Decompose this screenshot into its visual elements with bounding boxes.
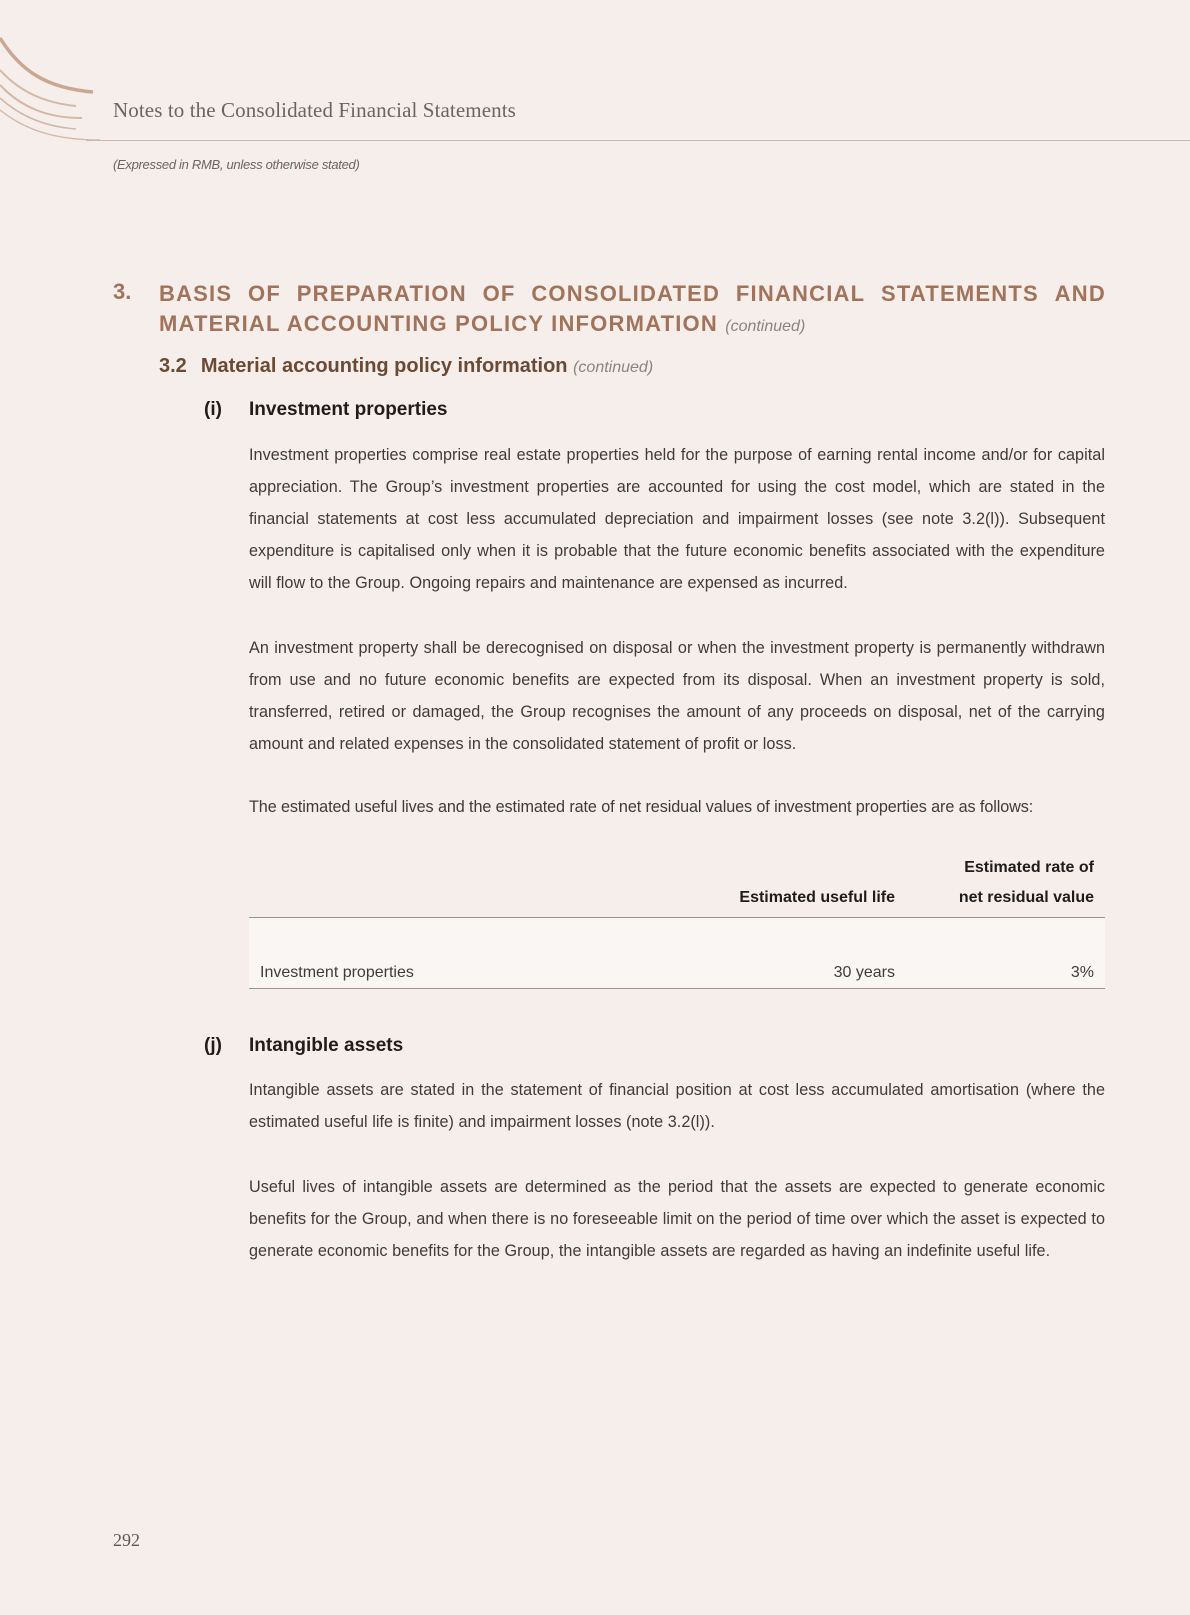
section-number: 3. — [113, 279, 132, 304]
title-word: CONSOLIDATED — [531, 281, 721, 306]
currency-note: (Expressed in RMB, unless otherwise stated) — [113, 157, 360, 172]
title-word: FINANCIAL — [735, 281, 866, 306]
section-title — [159, 279, 1106, 342]
title-word: BASIS — [159, 281, 233, 306]
section-title-line2: MATERIAL ACCOUNTING POLICY INFORMATION (continued) — [159, 311, 806, 336]
title-word: OF — [248, 281, 281, 306]
running-title: Notes to the Consolidated Financial Statements — [113, 98, 516, 122]
paragraph: Useful lives of intangible assets are determined as the period that the assets are expected to generate economic benefits for the Group, and when there is no foreseeable limit on the period of time over which the asset is expected to generate economic benefits for the Group, the intangible assets are regarded as having an indefinite useful life. — [249, 1178, 1105, 1260]
useful-life-table — [249, 852, 1105, 989]
item-label-j: (j) — [204, 1035, 222, 1056]
continued-label: (continued) — [573, 359, 654, 376]
decorative-arcs-icon — [0, 30, 120, 145]
column-header-residual-rate: Estimated rate of net residual value — [958, 859, 1094, 906]
continued-label: (continued) — [725, 318, 806, 335]
row-label: Investment properties — [260, 964, 414, 981]
item-label-i: (i) — [204, 399, 222, 420]
paragraph: The estimated useful lives and the estimated rate of net residual values of investment properties are as follows: — [249, 798, 1034, 816]
paragraph: Intangible assets are stated in the statement of financial position at cost less accumulated amortisation (where the estimated useful life is finite) and impairment losses (note 3.2(l)). — [249, 1081, 1105, 1131]
title-word: AND — [1054, 281, 1106, 306]
header-divider — [86, 140, 1190, 141]
table-header — [249, 852, 1105, 918]
item-title-investment-properties: Investment properties — [249, 399, 448, 420]
title-word: STATEMENTS — [881, 281, 1039, 306]
subsection-title: Material accounting policy information — [200, 355, 568, 377]
paragraph: An investment property shall be derecognised on disposal or when the investment property is permanently withdrawn from use and no future economic benefits are expected from its disposal. When an investment property is sold, transferred, retired or damaged, the Group recognises the amount of any proceeds on disposal, net of the carrying amount and related expenses in the consolidated statement of profit or loss. — [249, 639, 1105, 753]
subsection-number: 3.2 — [159, 355, 187, 377]
cell-useful-life: 30 years — [833, 964, 895, 981]
page-number: 292 — [113, 1530, 140, 1550]
section-title-line1 — [159, 279, 1106, 309]
subsection-heading — [159, 355, 653, 378]
item-title-intangible-assets: Intangible assets — [249, 1035, 404, 1056]
cell-residual-rate: 3% — [1070, 964, 1094, 981]
title-word: PREPARATION — [296, 281, 467, 306]
column-header-useful-life: Estimated useful life — [739, 889, 895, 906]
table-row — [249, 918, 1105, 989]
title-word: OF — [482, 281, 516, 306]
paragraph: Investment properties comprise real estate properties held for the purpose of earning rental income and/or for capital appreciation. The Group’s investment properties are accounted for using the cost model, which are stated in the financial statements at cost less accumulated depreciation and impairment losses (see note 3.2(l)). Subsequent expenditure is capitalised only when it is probable that the future economic benefits associated with the expenditure will flow to the Group. Ongoing repairs and maintenance are expensed as incurred. — [249, 446, 1105, 592]
